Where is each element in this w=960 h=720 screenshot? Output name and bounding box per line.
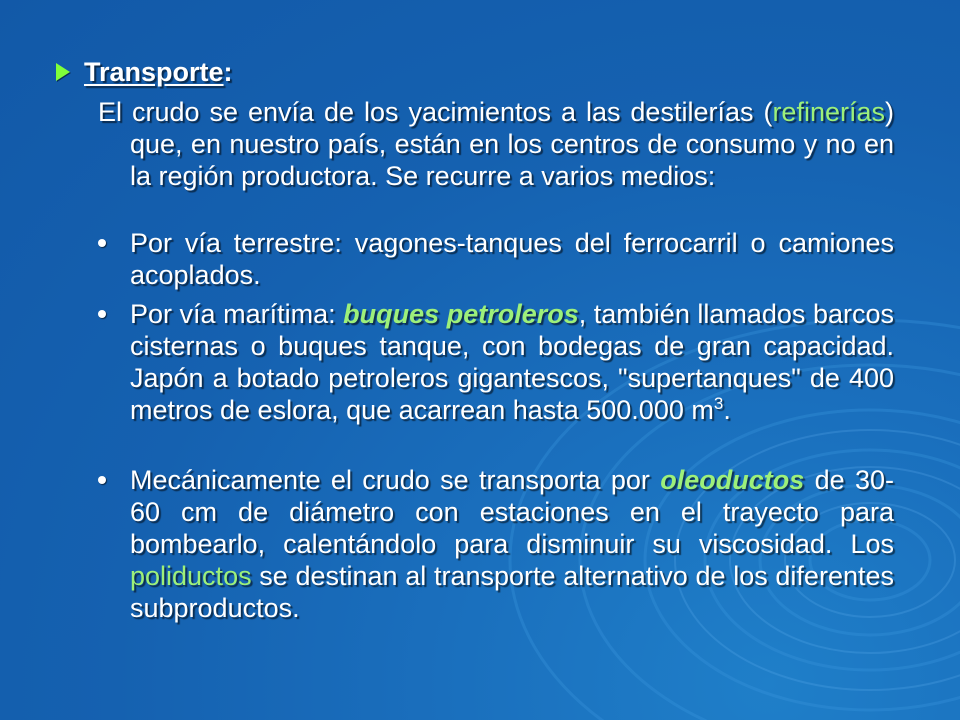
bullet-text: [130, 298, 894, 426]
superscript: 3: [713, 394, 724, 413]
intro-text-1: El crudo se envía de los yacimientos a las destilerías (: [98, 97, 773, 127]
bullet-text-part: Mecánicamente el crudo se transporta por: [130, 465, 661, 495]
heading-title: Transporte: [84, 57, 224, 87]
bullet-dot-icon: [98, 239, 106, 247]
bullet-text-part: de 30-60 cm de diámetro con estaciones en el trayecto para bombearlo, calentándolo para disminuir su viscosidad. Los: [130, 465, 895, 559]
intro-text-2: ) que, en nuestro país, están en los centros de consumo y no en la región productora. Se recurre a varios medios:: [130, 97, 894, 191]
bullet-text: [130, 464, 894, 624]
intro-paragraph: [98, 96, 894, 192]
bullet-text-part: se destinan al transporte alternativo de los diferentes subproductos.: [130, 561, 894, 623]
bullet-dot-icon: [98, 476, 106, 484]
bullet-text-part: , también llamados barcos cisternas o buques tanque, con bodegas de gran capacidad. Japón a botado petroleros gigantescos, "supertanques" de 400 metros de eslora, que acarrean hasta 500.000 m: [130, 299, 894, 425]
bullet-text: Por vía terrestre: vagones-tanques del ferrocarril o camiones acoplados.: [130, 228, 894, 290]
bullet-dot-icon: [98, 310, 106, 318]
bullet-highlight: poliductos: [130, 561, 252, 591]
bullet-highlight: oleoductos: [660, 465, 805, 495]
arrow-bullet-icon: [56, 63, 70, 81]
bullet-highlight: buques petroleros: [343, 299, 579, 329]
heading-colon: :: [223, 57, 233, 87]
section-heading: [56, 54, 233, 90]
bullet-text-part: .: [723, 395, 731, 425]
bullet-text-part: Por vía marítima:: [130, 299, 344, 329]
intro-highlight: refinerías: [772, 97, 885, 127]
